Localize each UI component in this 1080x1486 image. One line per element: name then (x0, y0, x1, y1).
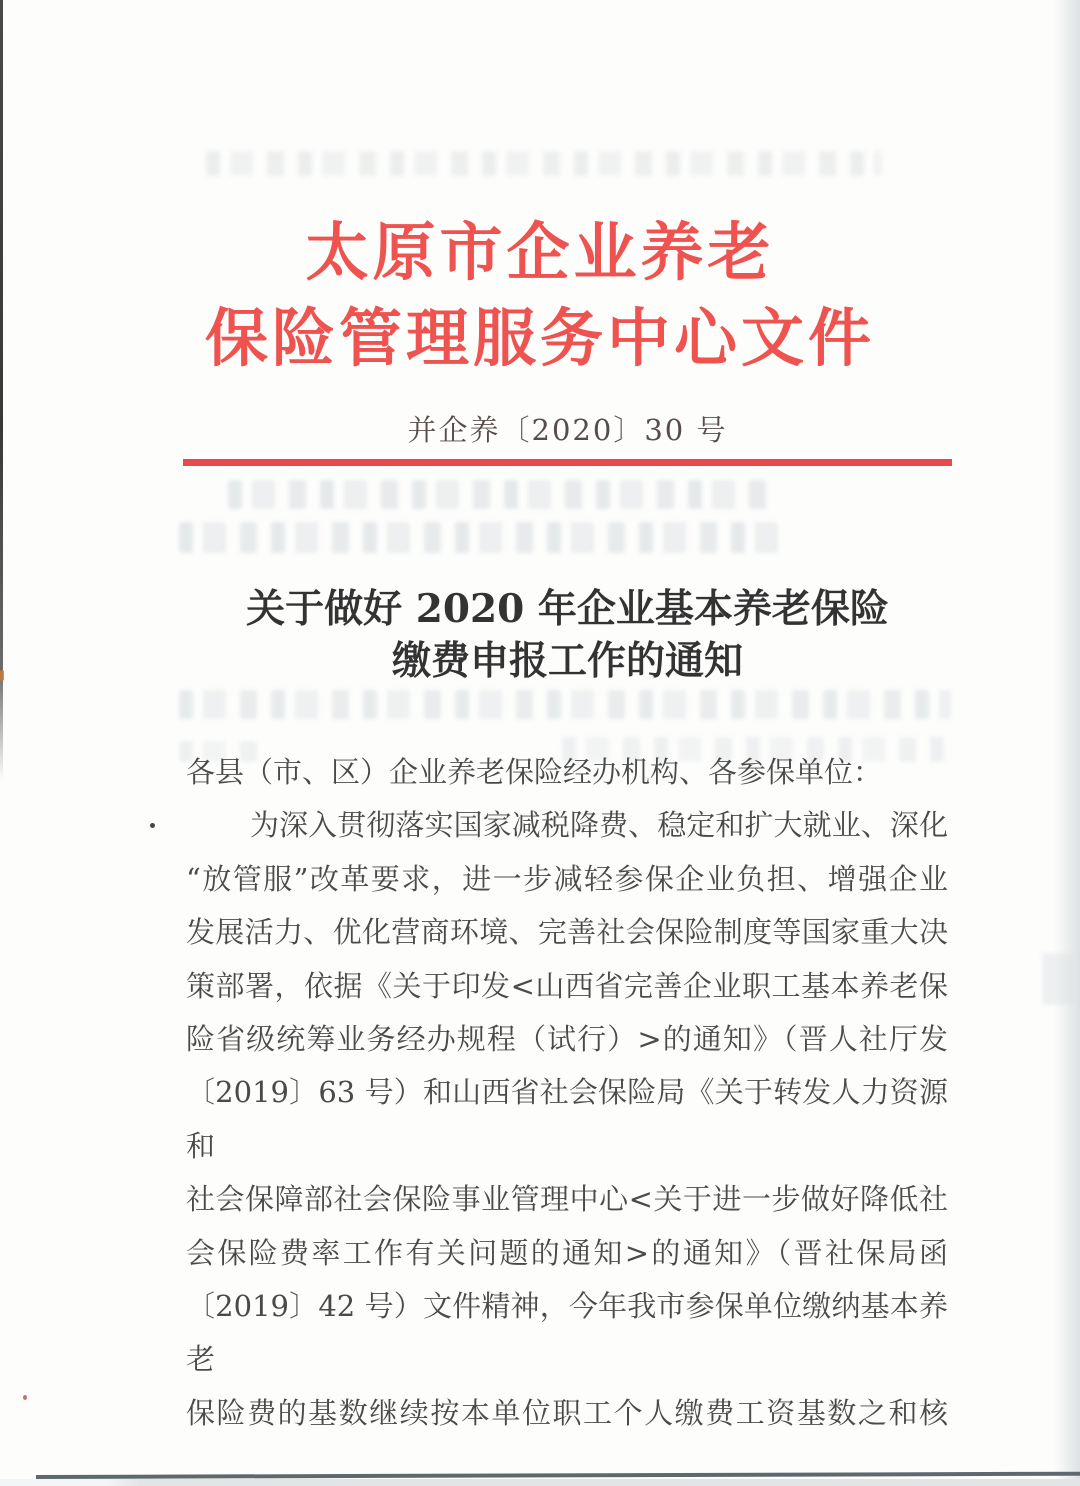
body-line: 会保险费率工作有关问题的通知>的通知》（晋社保局函 (186, 1235, 948, 1270)
issuing-org-name-line1: 太原市企业养老 (305, 215, 775, 289)
body-line: 〔2019〕63 号）和山西省社会保险局《关于转发人力资源和 (186, 1075, 948, 1163)
document-title-line1: 关于做好 2020 年企业基本养老保险 (246, 586, 889, 632)
bleed-through-artifact (1042, 953, 1076, 1005)
document-title (55, 583, 1080, 687)
body-line: 险省级统筹业务经办规程（试行）>的通知》（晋人社厅发 (186, 1022, 948, 1057)
body-line: 策部署，依据《关于印发<山西省完善企业职工基本养老保 (186, 968, 948, 1003)
document-body (186, 746, 948, 1440)
body-line: “放管服”改革要求，进一步减轻参保企业负担、增强企业 (186, 861, 948, 896)
ink-speck (0, 670, 4, 681)
red-separator-rule (183, 459, 952, 466)
body-line: 为深入贯彻落实国家减税降费、稳定和扩大就业、深化 (250, 808, 948, 843)
bleed-through-artifact (228, 480, 776, 509)
ink-speck (150, 823, 155, 828)
salutation: 各县（市、区）企业养老保险经办机构、各参保单位： (186, 755, 883, 789)
page-bottom-scan-strip (0, 1479, 1080, 1486)
body-line: 〔2019〕42 号）文件精神，今年我市参保单位缴纳基本养老 (186, 1289, 948, 1377)
page-bottom-scan-edge (36, 1472, 1080, 1479)
issuing-org-name-line2: 保险管理服务中心文件 (205, 301, 875, 375)
bleed-through-artifact (179, 522, 787, 553)
page-left-scan-edge (0, 0, 3, 780)
document-number: 并企养〔2020〕30 号 (407, 413, 728, 447)
body-line: 社会保障部社会保险事业管理中心<关于进一步做好降低社 (186, 1182, 948, 1217)
document-title-line2: 缴费申报工作的通知 (391, 638, 743, 684)
bleed-through-artifact (206, 151, 882, 176)
body-line: 发展活力、优化营商环境、完善社会保险制度等国家重大决 (186, 915, 948, 950)
body-line: 保险费的基数继续按本单位职工个人缴费工资基数之和核 (186, 1395, 948, 1430)
ink-speck (23, 1395, 27, 1400)
bleed-through-artifact (179, 690, 951, 719)
